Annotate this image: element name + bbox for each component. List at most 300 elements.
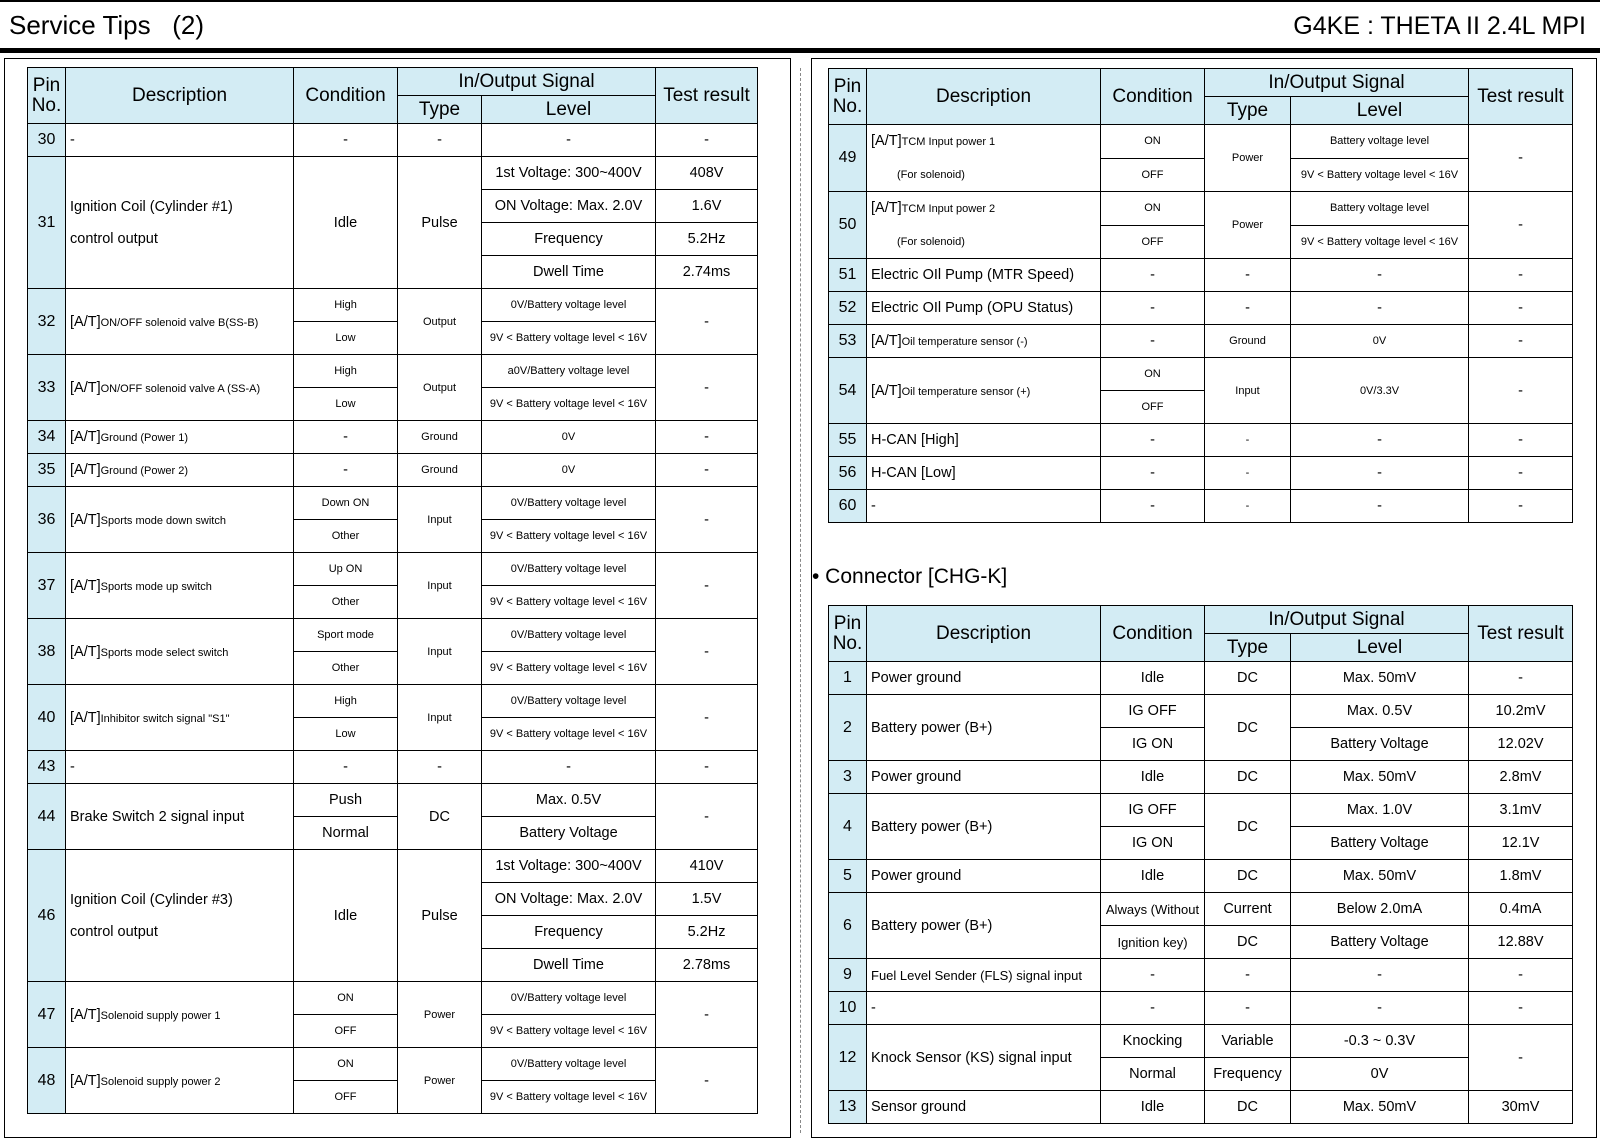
- pin-cell: 6: [829, 893, 867, 959]
- description-cell: [A/T]Oil temperature sensor (-): [867, 325, 1101, 358]
- result-cell: 10.2mV: [1469, 695, 1573, 728]
- condition-cell: Idle: [294, 850, 398, 982]
- result-cell: -: [1469, 292, 1573, 325]
- table-row: [28, 1048, 758, 1081]
- description-cell: [A/T]Inhibitor switch signal "S1": [66, 685, 294, 751]
- description-cell: [A/T]Ground (Power 1): [66, 421, 294, 454]
- type-cell: Ground: [398, 421, 482, 454]
- result-cell: 2.78ms: [656, 949, 758, 982]
- level-cell: 1st Voltage: 300~400V: [482, 850, 656, 883]
- pin-cell: 55: [829, 424, 867, 457]
- table-row: [829, 1091, 1573, 1124]
- level-cell: 9V < Battery voltage level < 16V: [482, 1081, 656, 1114]
- description-cell: Ignition Coil (Cylinder #3) control output: [66, 850, 294, 982]
- result-cell: 30mV: [1469, 1091, 1573, 1124]
- condition-cell: Normal: [294, 817, 398, 850]
- table-row: [829, 259, 1573, 292]
- description-cell: [A/T]Ground (Power 2): [66, 454, 294, 487]
- condition-cell: -: [1101, 457, 1205, 490]
- table-row: [829, 893, 1573, 926]
- level-cell: Battery Voltage: [482, 817, 656, 850]
- table-row: [829, 959, 1573, 992]
- condition-header: Condition: [1101, 606, 1205, 662]
- panel-divider: [800, 68, 801, 1133]
- level-cell: 0V/Battery voltage level: [482, 685, 656, 718]
- type-cell: Output: [398, 355, 482, 421]
- description-cell: -: [867, 490, 1101, 523]
- condition-cell: High: [294, 289, 398, 322]
- condition-cell: Low: [294, 388, 398, 421]
- condition-cell: Push: [294, 784, 398, 817]
- description-cell: Battery power (B+): [867, 893, 1101, 959]
- table-row: [829, 490, 1573, 523]
- condition-cell: Always (Without: [1101, 893, 1205, 926]
- pin-cell: 47: [28, 982, 66, 1048]
- level-cell: 0V: [482, 454, 656, 487]
- type-cell: Variable: [1205, 1025, 1291, 1058]
- pin-cell: 44: [28, 784, 66, 850]
- description-cell: [A/T]ON/OFF solenoid valve B(SS-B): [66, 289, 294, 355]
- level-cell: -: [1291, 992, 1469, 1025]
- level-cell: Max. 50mV: [1291, 1091, 1469, 1124]
- type-cell: -: [1205, 259, 1291, 292]
- type-cell: Input: [398, 685, 482, 751]
- description-cell: [A/T]Sports mode up switch: [66, 553, 294, 619]
- type-cell: DC: [1205, 1091, 1291, 1124]
- description-cell: H-CAN [High]: [867, 424, 1101, 457]
- condition-cell: Low: [294, 718, 398, 751]
- condition-cell: IG OFF: [1101, 695, 1205, 728]
- pin-cell: 60: [829, 490, 867, 523]
- result-cell: 1.8mV: [1469, 860, 1573, 893]
- result-cell: -: [656, 784, 758, 850]
- level-cell: 0V/Battery voltage level: [482, 982, 656, 1015]
- level-cell: 0V: [1291, 325, 1469, 358]
- table-row: [829, 695, 1573, 728]
- condition-cell: Ignition key): [1101, 926, 1205, 959]
- condition-cell: Idle: [1101, 662, 1205, 695]
- description-cell: Fuel Level Sender (FLS) signal input: [867, 959, 1101, 992]
- result-cell: -: [656, 982, 758, 1048]
- result-cell: -: [656, 124, 758, 157]
- result-cell: -: [1469, 959, 1573, 992]
- description-header: Description: [66, 68, 294, 124]
- pin-cell: 40: [28, 685, 66, 751]
- condition-cell: IG ON: [1101, 728, 1205, 761]
- table-row: [28, 487, 758, 520]
- level-cell: Battery voltage level: [1291, 125, 1469, 159]
- pin-cell: 46: [28, 850, 66, 982]
- table-row: [28, 619, 758, 652]
- condition-cell: OFF: [1101, 158, 1205, 192]
- condition-cell: Other: [294, 520, 398, 553]
- result-cell: -: [1469, 1025, 1573, 1091]
- result-cell: -: [656, 487, 758, 553]
- level-cell: Battery Voltage: [1291, 926, 1469, 959]
- condition-cell: IG ON: [1101, 827, 1205, 860]
- result-cell: -: [1469, 662, 1573, 695]
- table-row: [829, 424, 1573, 457]
- type-cell: -: [398, 751, 482, 784]
- result-cell: -: [1469, 125, 1573, 192]
- condition-cell: Down ON: [294, 487, 398, 520]
- type-cell: DC: [1205, 761, 1291, 794]
- type-cell: -: [1205, 959, 1291, 992]
- description-cell: -: [867, 992, 1101, 1025]
- description-cell: Electric OIl Pump (MTR Speed): [867, 259, 1101, 292]
- pin-cell: 38: [28, 619, 66, 685]
- level-cell: -: [1291, 490, 1469, 523]
- description-cell: [A/T]TCM Input power 2 (For solenoid): [867, 192, 1101, 259]
- pin-cell: 3: [829, 761, 867, 794]
- table-row: [829, 794, 1573, 827]
- level-cell: -: [1291, 457, 1469, 490]
- result-cell: -: [656, 751, 758, 784]
- type-cell: Current: [1205, 893, 1291, 926]
- level-cell: Max. 50mV: [1291, 662, 1469, 695]
- condition-cell: ON: [294, 1048, 398, 1081]
- pin-cell: 51: [829, 259, 867, 292]
- result-cell: -: [656, 1048, 758, 1114]
- condition-cell: Up ON: [294, 553, 398, 586]
- type-cell: DC: [398, 784, 482, 850]
- type-cell: -: [1205, 490, 1291, 523]
- level-cell: -: [1291, 259, 1469, 292]
- pin-cell: 12: [829, 1025, 867, 1091]
- level-header: Level: [482, 96, 656, 124]
- table-row: [28, 421, 758, 454]
- condition-cell: ON: [1101, 192, 1205, 226]
- level-header: Level: [1291, 97, 1469, 125]
- condition-cell: -: [1101, 490, 1205, 523]
- level-cell: a0V/Battery voltage level: [482, 355, 656, 388]
- level-cell: 0V/Battery voltage level: [482, 1048, 656, 1081]
- pin-cell: 50: [829, 192, 867, 259]
- condition-cell: Idle: [1101, 761, 1205, 794]
- level-cell: 9V < Battery voltage level < 16V: [482, 652, 656, 685]
- condition-header: Condition: [294, 68, 398, 124]
- description-cell: -: [66, 751, 294, 784]
- condition-cell: -: [1101, 992, 1205, 1025]
- result-cell: -: [1469, 192, 1573, 259]
- level-cell: Frequency: [482, 916, 656, 949]
- description-cell: Power ground: [867, 761, 1101, 794]
- description-cell: -: [66, 124, 294, 157]
- level-cell: Dwell Time: [482, 256, 656, 289]
- table-row: [829, 992, 1573, 1025]
- type-cell: Power: [1205, 125, 1291, 192]
- condition-cell: Idle: [1101, 1091, 1205, 1124]
- table-row: [28, 355, 758, 388]
- pin-cell: 53: [829, 325, 867, 358]
- type-cell: -: [1205, 992, 1291, 1025]
- result-cell: -: [1469, 259, 1573, 292]
- result-cell: -: [1469, 424, 1573, 457]
- result-cell: -: [656, 619, 758, 685]
- table-row: [829, 860, 1573, 893]
- condition-cell: -: [1101, 325, 1205, 358]
- condition-cell: -: [1101, 959, 1205, 992]
- pin-cell: 5: [829, 860, 867, 893]
- pin-cell: 36: [28, 487, 66, 553]
- condition-cell: High: [294, 355, 398, 388]
- table-row: [829, 325, 1573, 358]
- page-header: [0, 0, 1600, 50]
- table-row: [829, 1025, 1573, 1058]
- result-cell: 0.4mA: [1469, 893, 1573, 926]
- condition-cell: -: [294, 421, 398, 454]
- condition-cell: Normal: [1101, 1058, 1205, 1091]
- result-cell: 2.74ms: [656, 256, 758, 289]
- table-row: [28, 850, 758, 883]
- result-cell: 12.88V: [1469, 926, 1573, 959]
- pin-cell: 1: [829, 662, 867, 695]
- condition-cell: -: [1101, 292, 1205, 325]
- result-cell: 1.5V: [656, 883, 758, 916]
- io-signal-header: In/Output Signal: [398, 68, 656, 96]
- description-cell: Knock Sensor (KS) signal input: [867, 1025, 1101, 1091]
- connector-section-title: • Connector [CHG-K]: [812, 565, 1008, 588]
- pin-header: Pin No.: [829, 69, 867, 125]
- condition-cell: -: [1101, 424, 1205, 457]
- type-header: Type: [1205, 97, 1291, 125]
- condition-cell: OFF: [1101, 225, 1205, 259]
- description-cell: [A/T]Oil temperature sensor (+): [867, 358, 1101, 424]
- description-cell: Electric OIl Pump (OPU Status): [867, 292, 1101, 325]
- table-row: [829, 457, 1573, 490]
- level-cell: Max. 0.5V: [482, 784, 656, 817]
- condition-header: Condition: [1101, 69, 1205, 125]
- right-pin-table: [828, 68, 1573, 523]
- type-cell: DC: [1205, 860, 1291, 893]
- description-cell: [A/T]Sports mode down switch: [66, 487, 294, 553]
- page-title: Service Tips (2): [9, 10, 205, 40]
- level-cell: -: [1291, 424, 1469, 457]
- type-header: Type: [1205, 634, 1291, 662]
- type-cell: Input: [398, 487, 482, 553]
- condition-cell: Sport mode: [294, 619, 398, 652]
- level-cell: 0V/Battery voltage level: [482, 289, 656, 322]
- left-pin-table: [27, 67, 758, 1114]
- chg-k-pin-table: [828, 605, 1573, 1124]
- table-row: [28, 784, 758, 817]
- description-cell: [A/T]Solenoid supply power 2: [66, 1048, 294, 1114]
- type-cell: Frequency: [1205, 1058, 1291, 1091]
- level-cell: 9V < Battery voltage level < 16V: [482, 388, 656, 421]
- result-cell: 408V: [656, 157, 758, 190]
- table-row: [829, 662, 1573, 695]
- test-result-header: Test result: [656, 68, 758, 124]
- type-cell: Ground: [1205, 325, 1291, 358]
- level-cell: 0V/3.3V: [1291, 358, 1469, 424]
- level-cell: -: [1291, 959, 1469, 992]
- table-row: [28, 685, 758, 718]
- condition-cell: Idle: [1101, 860, 1205, 893]
- table-row: [829, 358, 1573, 391]
- type-cell: Power: [1205, 192, 1291, 259]
- description-cell: Power ground: [867, 860, 1101, 893]
- io-signal-header: In/Output Signal: [1205, 606, 1469, 634]
- level-cell: Battery voltage level: [1291, 192, 1469, 226]
- result-cell: -: [1469, 358, 1573, 424]
- table-row: [829, 292, 1573, 325]
- condition-cell: OFF: [1101, 391, 1205, 424]
- pin-cell: 56: [829, 457, 867, 490]
- result-cell: -: [656, 685, 758, 751]
- result-cell: -: [1469, 325, 1573, 358]
- type-cell: Pulse: [398, 157, 482, 289]
- level-cell: -: [482, 124, 656, 157]
- description-header: Description: [867, 69, 1101, 125]
- level-cell: Max. 1.0V: [1291, 794, 1469, 827]
- level-cell: -: [482, 751, 656, 784]
- level-cell: 1st Voltage: 300~400V: [482, 157, 656, 190]
- type-cell: DC: [1205, 662, 1291, 695]
- result-cell: -: [1469, 457, 1573, 490]
- condition-cell: Other: [294, 586, 398, 619]
- result-cell: -: [656, 454, 758, 487]
- pin-cell: 13: [829, 1091, 867, 1124]
- table-row: [28, 157, 758, 190]
- level-cell: 0V: [482, 421, 656, 454]
- type-cell: -: [1205, 457, 1291, 490]
- type-cell: Ground: [398, 454, 482, 487]
- pin-cell: 54: [829, 358, 867, 424]
- test-result-header: Test result: [1469, 606, 1573, 662]
- table-row: [28, 553, 758, 586]
- description-cell: Battery power (B+): [867, 794, 1101, 860]
- type-cell: DC: [1205, 926, 1291, 959]
- description-cell: [A/T]ON/OFF solenoid valve A (SS-A): [66, 355, 294, 421]
- table-row: [829, 125, 1573, 159]
- io-signal-header: In/Output Signal: [1205, 69, 1469, 97]
- level-cell: Battery Voltage: [1291, 728, 1469, 761]
- pin-cell: 37: [28, 553, 66, 619]
- pin-cell: 10: [829, 992, 867, 1025]
- type-header: Type: [398, 96, 482, 124]
- level-cell: 9V < Battery voltage level < 16V: [1291, 158, 1469, 192]
- result-cell: 1.6V: [656, 190, 758, 223]
- result-cell: -: [656, 421, 758, 454]
- level-cell: Dwell Time: [482, 949, 656, 982]
- level-cell: Max. 50mV: [1291, 860, 1469, 893]
- level-cell: Max. 50mV: [1291, 761, 1469, 794]
- description-cell: [A/T]Sports mode select switch: [66, 619, 294, 685]
- description-header: Description: [867, 606, 1101, 662]
- condition-cell: ON: [1101, 358, 1205, 391]
- level-cell: 0V/Battery voltage level: [482, 487, 656, 520]
- description-cell: Power ground: [867, 662, 1101, 695]
- condition-cell: Knocking: [1101, 1025, 1205, 1058]
- engine-model-title: G4KE : THETA II 2.4L MPI: [1293, 12, 1586, 40]
- type-cell: -: [398, 124, 482, 157]
- test-result-header: Test result: [1469, 69, 1573, 125]
- description-cell: Sensor ground: [867, 1091, 1101, 1124]
- result-cell: 410V: [656, 850, 758, 883]
- pin-header: Pin No.: [829, 606, 867, 662]
- condition-cell: High: [294, 685, 398, 718]
- type-cell: Power: [398, 982, 482, 1048]
- condition-cell: -: [294, 751, 398, 784]
- pin-cell: 32: [28, 289, 66, 355]
- condition-cell: -: [294, 454, 398, 487]
- condition-cell: -: [294, 124, 398, 157]
- table-row: [28, 982, 758, 1015]
- result-cell: -: [656, 553, 758, 619]
- table-row: [829, 761, 1573, 794]
- condition-cell: IG OFF: [1101, 794, 1205, 827]
- type-cell: Input: [398, 619, 482, 685]
- condition-cell: Idle: [294, 157, 398, 289]
- condition-cell: ON: [294, 982, 398, 1015]
- result-cell: 5.2Hz: [656, 916, 758, 949]
- condition-cell: ON: [1101, 125, 1205, 159]
- description-cell: [A/T]Solenoid supply power 1: [66, 982, 294, 1048]
- result-cell: 12.02V: [1469, 728, 1573, 761]
- level-cell: 9V < Battery voltage level < 16V: [482, 520, 656, 553]
- type-cell: DC: [1205, 695, 1291, 761]
- pin-cell: 34: [28, 421, 66, 454]
- result-cell: -: [1469, 490, 1573, 523]
- pin-cell: 9: [829, 959, 867, 992]
- result-cell: -: [656, 355, 758, 421]
- type-cell: Power: [398, 1048, 482, 1114]
- level-cell: Battery Voltage: [1291, 827, 1469, 860]
- table-row: [829, 192, 1573, 226]
- description-cell: Battery power (B+): [867, 695, 1101, 761]
- pin-cell: 48: [28, 1048, 66, 1114]
- level-cell: ON Voltage: Max. 2.0V: [482, 190, 656, 223]
- pin-cell: 52: [829, 292, 867, 325]
- result-cell: -: [656, 289, 758, 355]
- table-row: [28, 289, 758, 322]
- level-cell: 9V < Battery voltage level < 16V: [482, 718, 656, 751]
- type-cell: Input: [1205, 358, 1291, 424]
- pin-cell: 35: [28, 454, 66, 487]
- type-cell: Output: [398, 289, 482, 355]
- description-cell: H-CAN [Low]: [867, 457, 1101, 490]
- type-cell: DC: [1205, 794, 1291, 860]
- level-cell: Max. 0.5V: [1291, 695, 1469, 728]
- pin-cell: 33: [28, 355, 66, 421]
- result-cell: 3.1mV: [1469, 794, 1573, 827]
- pin-cell: 2: [829, 695, 867, 761]
- level-cell: 0V/Battery voltage level: [482, 553, 656, 586]
- result-cell: 2.8mV: [1469, 761, 1573, 794]
- level-cell: -: [1291, 292, 1469, 325]
- level-cell: Frequency: [482, 223, 656, 256]
- level-cell: 9V < Battery voltage level < 16V: [482, 1015, 656, 1048]
- level-cell: ON Voltage: Max. 2.0V: [482, 883, 656, 916]
- level-cell: 9V < Battery voltage level < 16V: [1291, 225, 1469, 259]
- condition-cell: -: [1101, 259, 1205, 292]
- table-row: [28, 124, 758, 157]
- description-cell: Brake Switch 2 signal input: [66, 784, 294, 850]
- result-cell: -: [1469, 992, 1573, 1025]
- level-cell: 9V < Battery voltage level < 16V: [482, 322, 656, 355]
- condition-cell: Low: [294, 322, 398, 355]
- header-rule: [0, 48, 1600, 53]
- type-cell: -: [1205, 424, 1291, 457]
- description-cell: Ignition Coil (Cylinder #1) control output: [66, 157, 294, 289]
- pin-cell: 30: [28, 124, 66, 157]
- condition-cell: OFF: [294, 1081, 398, 1114]
- description-cell: [A/T]TCM Input power 1 (For solenoid): [867, 125, 1101, 192]
- level-cell: Below 2.0mA: [1291, 893, 1469, 926]
- pin-cell: 49: [829, 125, 867, 192]
- pin-header: Pin No.: [28, 68, 66, 124]
- level-cell: 0V: [1291, 1058, 1469, 1091]
